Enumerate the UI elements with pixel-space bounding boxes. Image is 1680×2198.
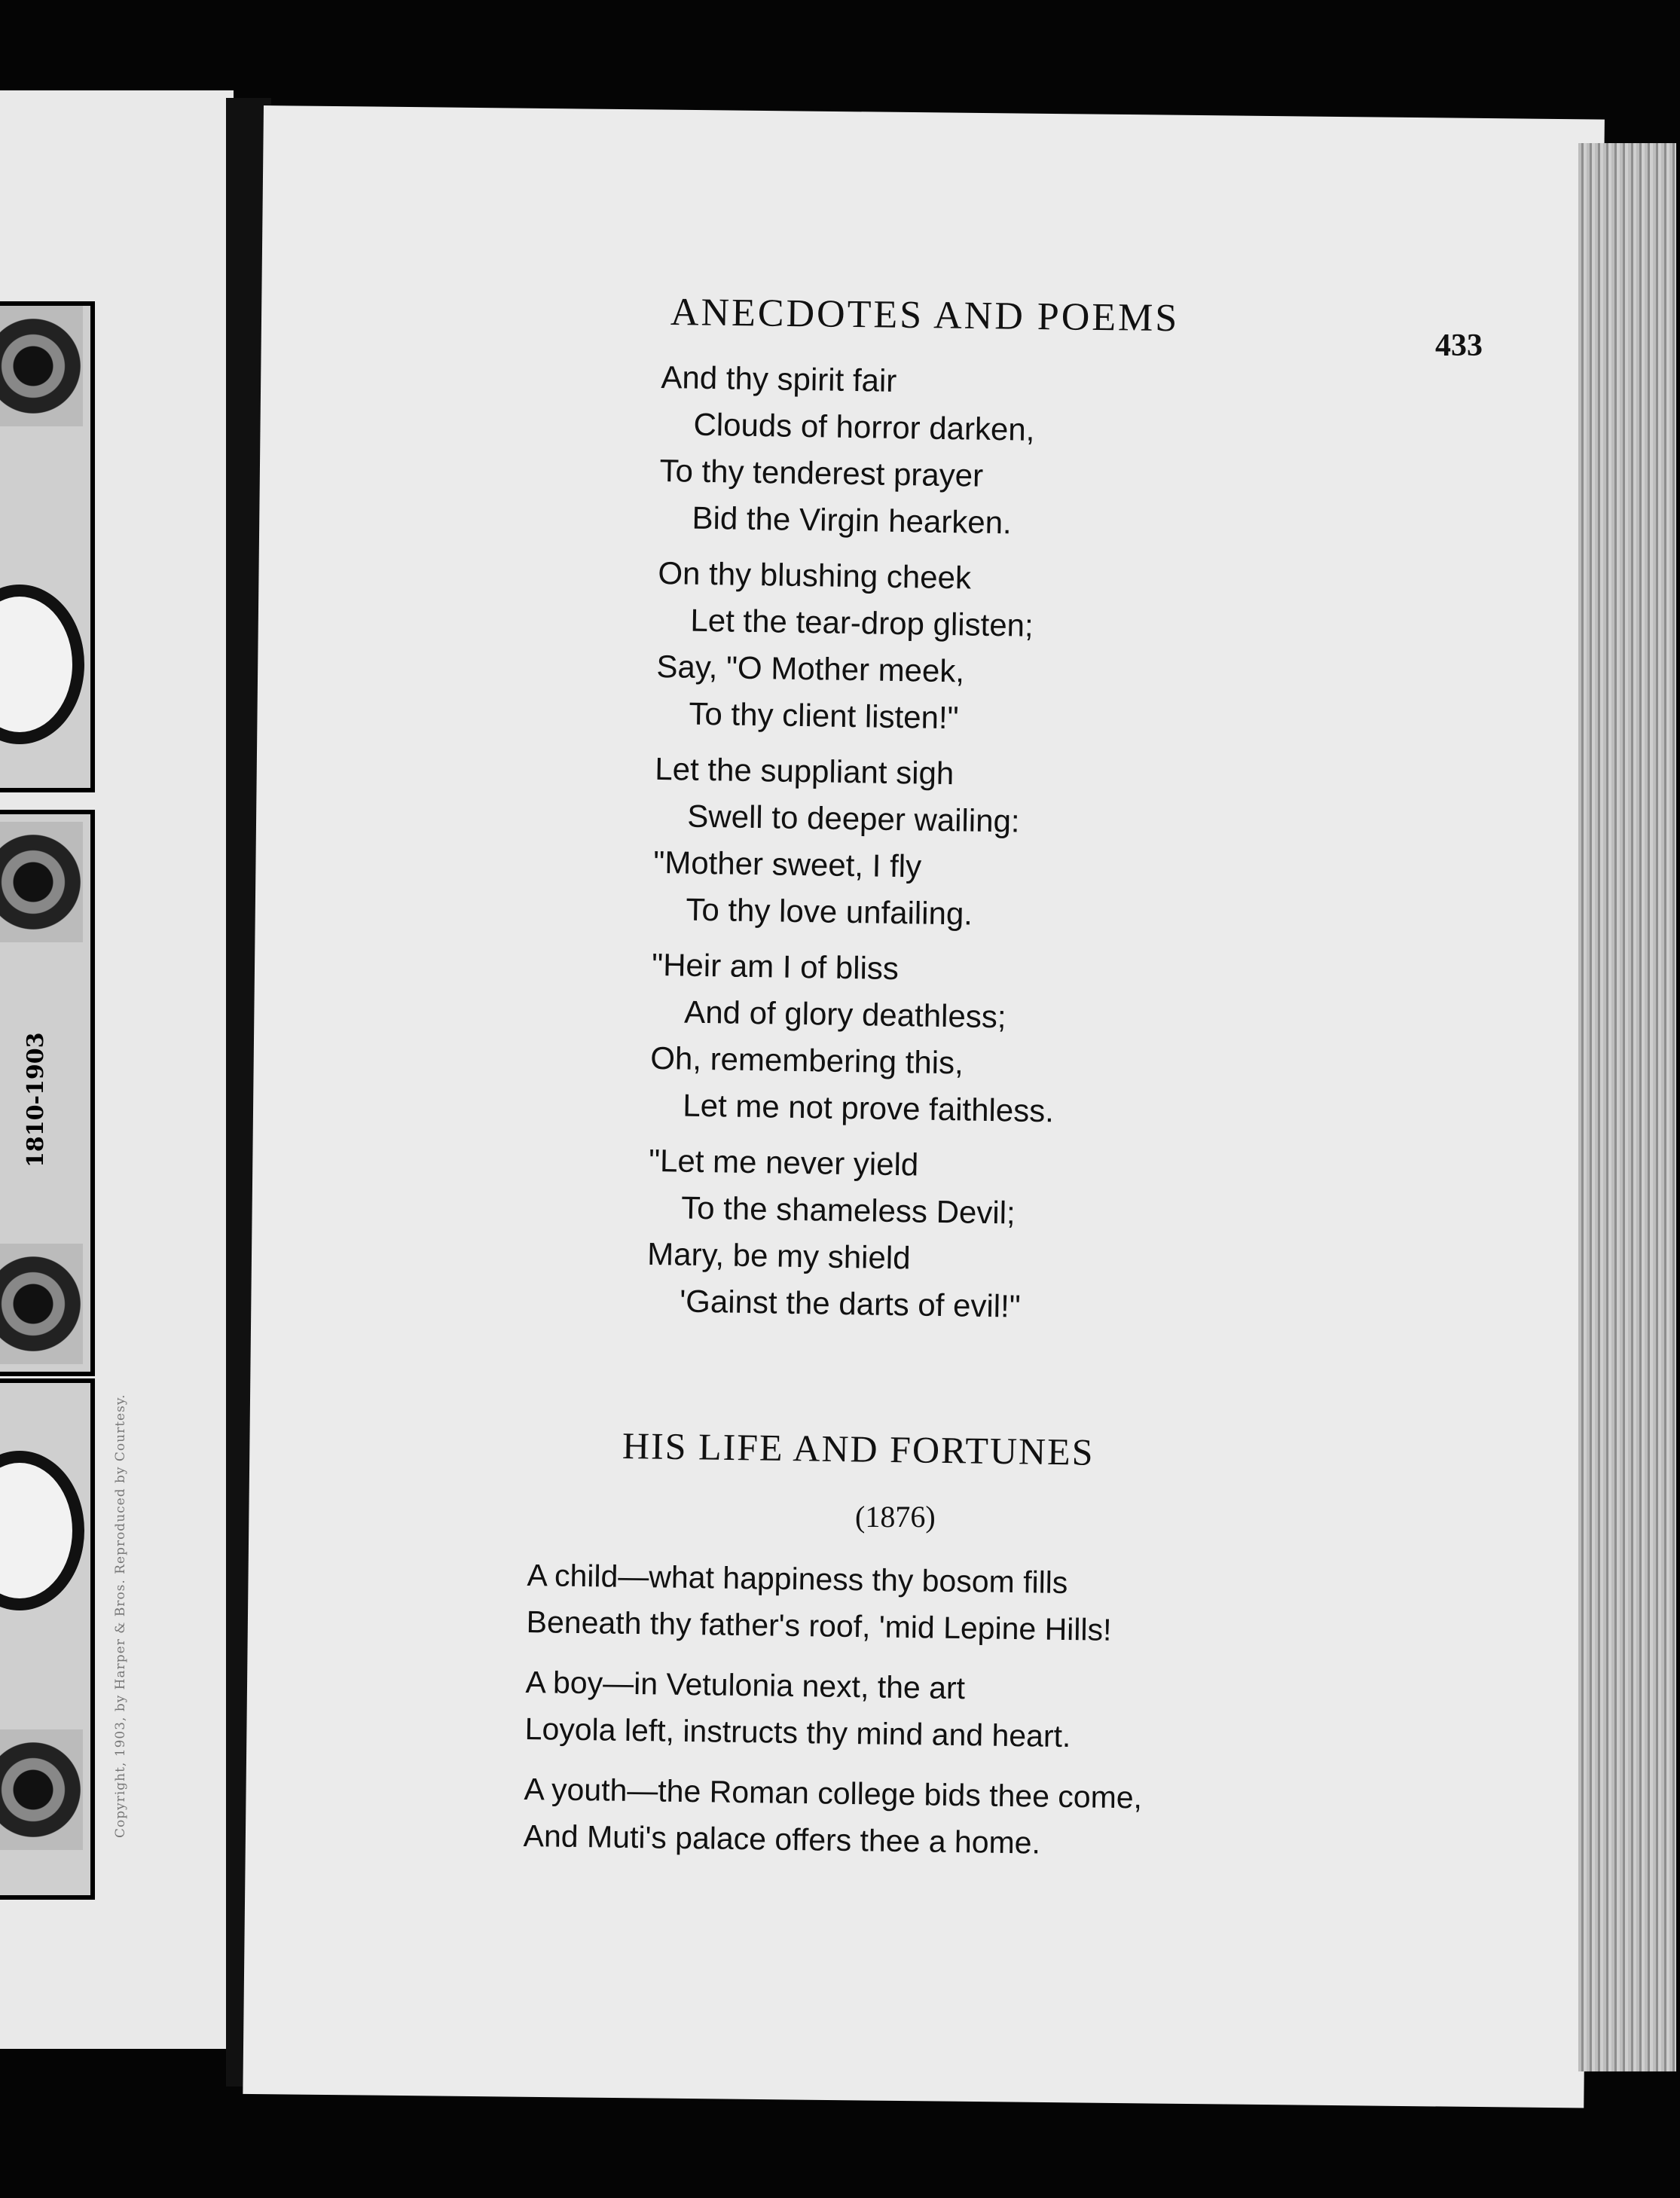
stanza [649, 942, 1056, 1134]
plate-years: 1810-1903 [23, 1032, 49, 1168]
poem-line: Let the tear-drop glisten; [690, 602, 1034, 643]
plate-credit: Copyright, 1903, by Harper & Bros. Reproduced by Courtesy. [113, 1394, 128, 1838]
poem-line: Oh, remembering this, [649, 1039, 964, 1081]
poem-line: Bid the Virgin hearken. [692, 499, 1013, 541]
poem-line: On thy blushing cheek [658, 554, 972, 596]
page-number: 433 [1435, 328, 1483, 363]
poem-line: And of glory deathless; [683, 994, 1006, 1035]
poem-line: To thy client listen!" [689, 695, 959, 736]
section-verse [523, 1552, 1145, 1881]
oval-frame-icon [0, 1451, 84, 1610]
poem-line: To thy tenderest prayer [659, 452, 984, 493]
verse-line: Loyola left, instructs thy mind and heart. [524, 1711, 1071, 1754]
decorative-plate [0, 1378, 95, 1900]
section-title: HIS LIFE AND FORTUNES [622, 1424, 1095, 1473]
oval-frame-icon [0, 585, 84, 744]
poem-line: And thy spirit fair [661, 359, 897, 398]
couplet [526, 1552, 1145, 1653]
poem-line: 'Gainst the darts of evil!" [679, 1283, 1022, 1324]
poem-line: Clouds of horror darken, [693, 406, 1035, 447]
poem-line: "Let me never yield [648, 1142, 919, 1183]
ornament-icon [0, 306, 83, 426]
ornament-icon [0, 1729, 83, 1850]
running-head: ANECDOTES AND POEMS [670, 291, 1180, 340]
poem-line: Say, "O Mother meek, [656, 648, 965, 689]
poem-line: Mary, be my shield [646, 1235, 911, 1276]
verse-line: A boy—in Vetulonia next, the art [525, 1664, 966, 1706]
poem-body [646, 354, 1066, 1339]
decorative-plate [0, 301, 95, 792]
poem-line: To the shameless Devil; [680, 1189, 1016, 1231]
verse-line: A youth—the Roman college bids thee come, [524, 1771, 1143, 1815]
poem-line: To thy love unfailing. [686, 891, 973, 932]
page-edge [1578, 143, 1676, 2071]
verse-line: A child—what happiness thy bosom fills [527, 1557, 1068, 1601]
verse-line: Beneath thy father's roof, 'mid Lepine Hills! [526, 1604, 1112, 1647]
poem-line: Let me not prove faithless. [682, 1087, 1055, 1129]
poem-line: Let the suppliant sigh [654, 750, 955, 792]
ornament-icon [0, 1244, 83, 1364]
stanza [655, 550, 1062, 743]
poem-line: Swell to deeper wailing: [687, 798, 1020, 839]
poem-line: "Mother sweet, I fly [653, 844, 922, 884]
stanza [646, 1137, 1053, 1330]
stanza [658, 354, 1065, 547]
couplet [523, 1766, 1142, 1867]
ornament-icon [0, 822, 83, 942]
couplet [524, 1659, 1144, 1760]
verse-line: And Muti's palace offers thee a home. [523, 1818, 1041, 1861]
stanza [652, 746, 1059, 939]
poem-line: "Heir am I of bliss [651, 946, 900, 987]
section-year: (1876) [855, 1500, 936, 1534]
